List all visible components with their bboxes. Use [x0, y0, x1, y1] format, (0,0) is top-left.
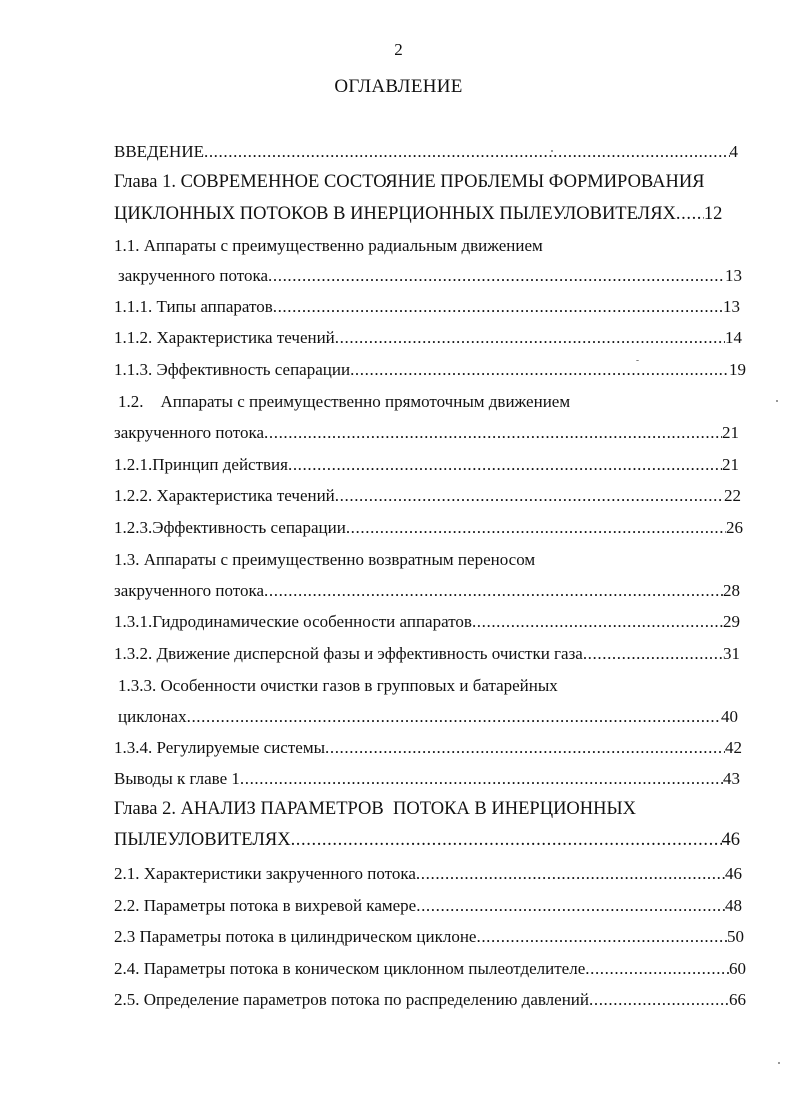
toc-entry-1-1-line-2[interactable] [118, 266, 742, 286]
toc-entry-1-3-line-2[interactable] [114, 581, 740, 601]
leader-dots [346, 518, 726, 538]
toc-entry-text: 1.2.3.Эффективность сепарации [114, 518, 346, 537]
leader-dots [583, 644, 723, 664]
toc-entry-page: 42 [725, 738, 742, 757]
toc-entry-page: 50 [727, 927, 744, 946]
leader-dots [187, 707, 721, 727]
toc-entry-page: 29 [723, 612, 740, 631]
toc-entry-text: ВВЕДЕНИЕ [114, 142, 204, 161]
toc-entry-1-3-4[interactable] [114, 738, 742, 758]
scan-speck [551, 150, 553, 152]
scan-speck [776, 400, 778, 402]
toc-entry-1-2-2[interactable] [114, 486, 741, 506]
toc-entry-1-2-line-1[interactable]: 1.2. Аппараты с преимущественно прямоточным движением [118, 392, 571, 411]
leader-dots [291, 830, 722, 850]
toc-entry-1-2-1[interactable] [114, 455, 739, 475]
toc-entry-text: 1.2.1.Принцип действия [114, 455, 288, 474]
toc-entry-page: 40 [721, 707, 738, 726]
leader-dots [264, 423, 722, 443]
toc-entry-text: ЦИКЛОННЫХ ПОТОКОВ В ИНЕРЦИОННЫХ ПЫЛЕУЛОВИТЕЛЯХ [114, 204, 676, 224]
toc-entry-text: 1.3.4. Регулируемые системы [114, 738, 325, 757]
toc-entry-page: 60 [729, 959, 746, 978]
toc-entry-page: 48 [725, 896, 742, 915]
toc-entry-text: 1.1.1. Типы аппаратов [114, 297, 273, 316]
leader-dots [268, 266, 725, 286]
toc-entry-2-4[interactable] [114, 959, 746, 979]
leader-dots [204, 142, 730, 162]
toc-entry-text: 1.1.3. Эффективность сепарации [114, 360, 351, 379]
page-title: ОГЛАВЛЕНИЕ [334, 76, 463, 97]
toc-entry-text: 2.4. Параметры потока в коническом циклонном пылеотделителе [114, 959, 586, 978]
toc-entry-text: 1.3.1.Гидродинамические особенности аппаратов [114, 612, 472, 631]
toc-entry-page: 21 [722, 455, 739, 474]
toc-entry-text: 1.2.2. Характеристика течений [114, 486, 335, 505]
toc-entry-page: 46 [721, 830, 740, 850]
toc-entry-conclusions-1[interactable] [114, 769, 740, 789]
toc-entry-text: закрученного потока [114, 581, 265, 600]
leader-dots [416, 864, 725, 884]
toc-entry-text: Выводы к главе 1 [114, 769, 240, 788]
toc-entry-page: 26 [726, 518, 743, 537]
toc-entry-page: 28 [723, 581, 740, 600]
toc-entry-page: 14 [725, 328, 742, 347]
scan-speck [778, 1062, 780, 1064]
toc-entry-text: закрученного потока [114, 423, 265, 442]
leader-dots [585, 959, 729, 979]
toc-entry-2-3[interactable] [114, 927, 744, 947]
toc-entry-page: 4 [729, 142, 738, 161]
toc-entry-1-1-line-1[interactable]: 1.1. Аппараты с преимущественно радиальным движением [114, 236, 543, 255]
leader-dots [589, 990, 729, 1010]
toc-entry-1-3-3-line-2[interactable] [118, 707, 738, 727]
toc-entry-page: 43 [723, 769, 740, 788]
toc-entry-2-1[interactable] [114, 864, 742, 884]
leader-dots [325, 738, 725, 758]
leader-dots [676, 204, 704, 224]
leader-dots [335, 328, 725, 348]
toc-entry-page: 21 [722, 423, 739, 442]
toc-entry-2-2[interactable] [114, 896, 742, 916]
toc-entry-1-1-1[interactable] [114, 297, 740, 317]
toc-entry-1-3-3-line-1[interactable]: 1.3.3. Особенности очистки газов в групповых и батарейных [118, 676, 558, 695]
toc-entry-page: 31 [723, 644, 740, 663]
toc-entry-text: 1.3.2. Движение дисперсной фазы и эффективность очистки газа [114, 644, 583, 663]
toc-entry-chapter-2-line-1[interactable]: Глава 2. АНАЛИЗ ПАРАМЕТРОВ ПОТОКА В ИНЕРЦИОННЫХ [114, 799, 637, 819]
toc-entry-page: 22 [724, 486, 741, 505]
toc-entry-chapter-1-line-1[interactable]: Глава 1. СОВРЕМЕННОЕ СОСТОЯНИЕ ПРОБЛЕМЫ ФОРМИРОВАНИЯ [114, 172, 705, 192]
leader-dots [288, 455, 722, 475]
leader-dots [472, 612, 723, 632]
toc-entry-1-1-3[interactable] [114, 360, 746, 380]
toc-entry-text: закрученного потока [118, 266, 269, 285]
toc-entry-text: циклонах [118, 707, 187, 726]
scan-speck [636, 360, 639, 361]
toc-entry-page: 19 [729, 360, 746, 379]
toc-entry-page: 66 [729, 990, 746, 1009]
toc-entry-1-3-2[interactable] [114, 644, 740, 664]
toc-entry-1-1-2[interactable] [114, 328, 742, 348]
leader-dots [240, 769, 723, 789]
toc-entry-1-2-line-2[interactable] [114, 423, 739, 443]
toc-entry-text: 1.1.2. Характеристика течений [114, 328, 335, 347]
toc-entry-text: 2.1. Характеристики закрученного потока [114, 864, 416, 883]
leader-dots [264, 581, 723, 601]
leader-dots [350, 360, 729, 380]
toc-entry-introduction[interactable] [114, 142, 738, 162]
toc-entry-text: 2.5. Определение параметров потока по распределению давлений [114, 990, 589, 1009]
toc-entry-page: 13 [725, 266, 742, 285]
toc-entry-chapter-1-line-2[interactable] [114, 204, 744, 224]
toc-entry-page: 12 [703, 204, 723, 224]
toc-entry-text: 2.3 Параметры потока в цилиндрическом циклоне [114, 927, 477, 946]
toc-entry-page: 46 [725, 864, 742, 883]
leader-dots [273, 297, 723, 317]
leader-dots [476, 927, 727, 947]
leader-dots [335, 486, 724, 506]
toc-entry-1-2-3[interactable] [114, 518, 743, 538]
leader-dots [416, 896, 725, 916]
page-number: 2 [394, 40, 403, 59]
toc-entry-1-3-1[interactable] [114, 612, 740, 632]
toc-entry-2-5[interactable] [114, 990, 746, 1010]
toc-entry-text: 2.2. Параметры потока в вихревой камере [114, 896, 417, 915]
toc-entry-chapter-2-line-2[interactable] [114, 830, 740, 850]
toc-entry-1-3-line-1[interactable]: 1.3. Аппараты с преимущественно возвратным переносом [114, 550, 536, 569]
toc-entry-page: 13 [723, 297, 740, 316]
toc-entry-text: ПЫЛЕУЛОВИТЕЛЯХ [114, 830, 291, 850]
